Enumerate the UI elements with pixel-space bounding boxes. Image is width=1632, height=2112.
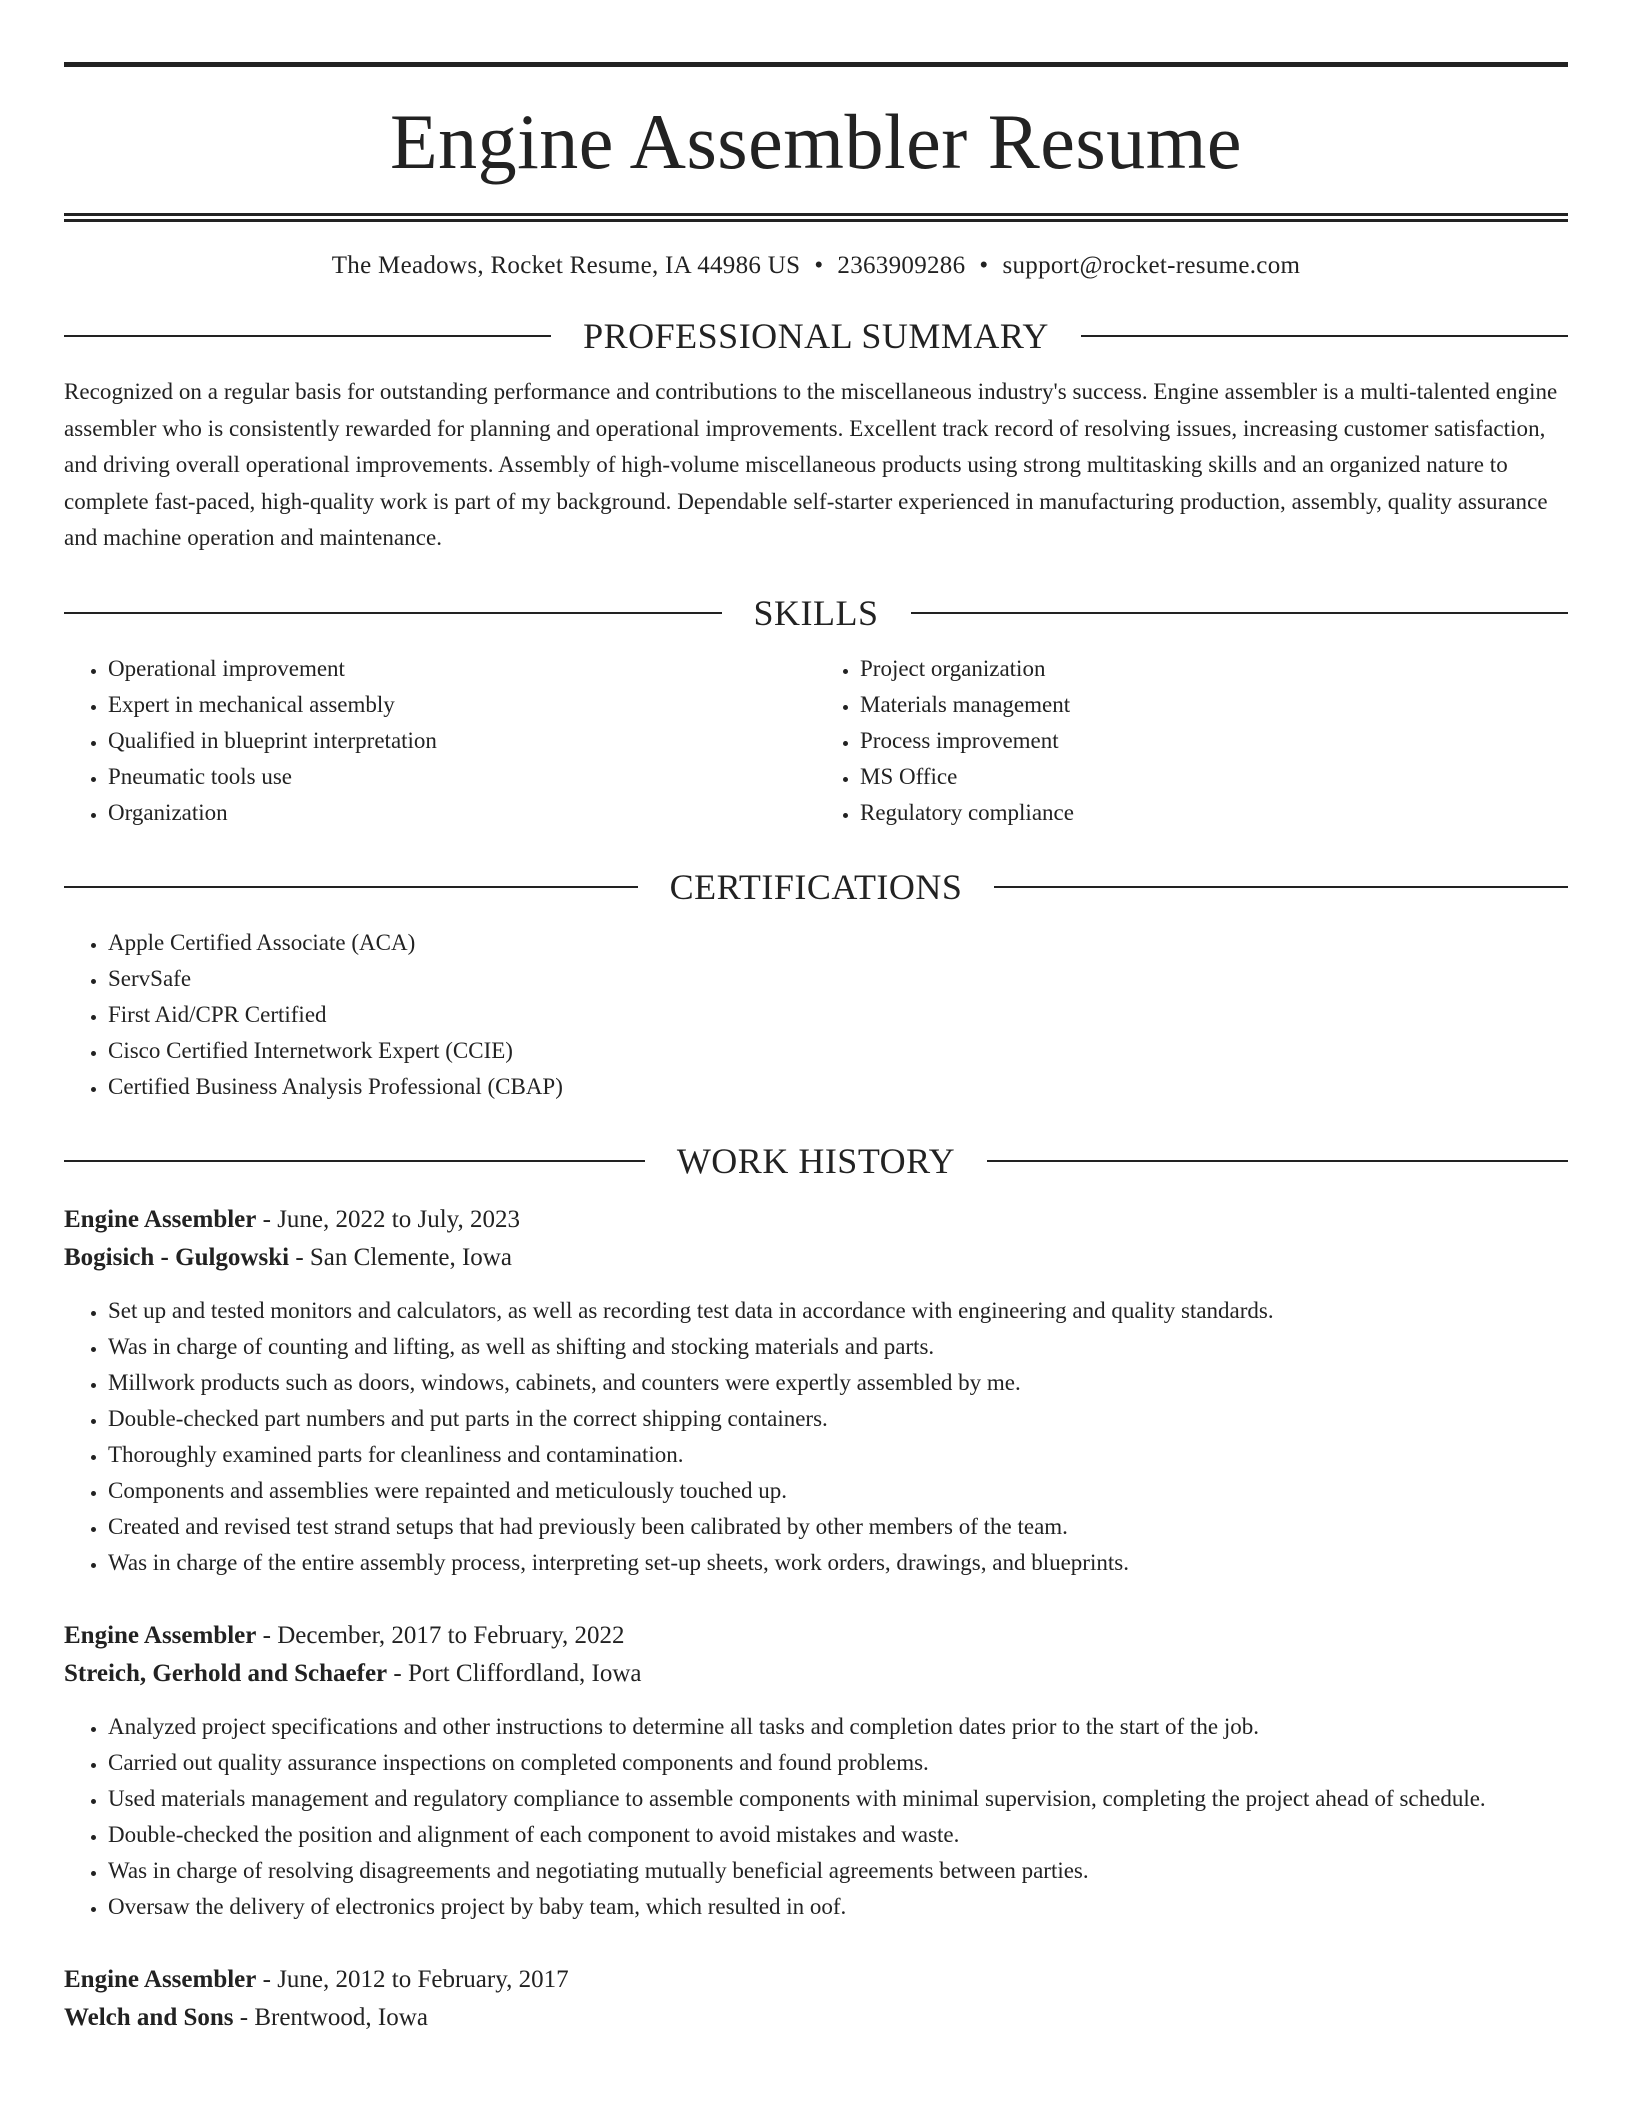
job-entry — [64, 1961, 1568, 2037]
job-bullet: • Components and assemblies were repainted and meticulously touched up. — [108, 1473, 1568, 1509]
section-heading-summary — [64, 318, 1568, 354]
job-bullet: • Thoroughly examined parts for cleanliness and contamination. — [108, 1437, 1568, 1473]
job-bullet: • Was in charge of counting and lifting, as well as shifting and stocking materials and parts. — [108, 1329, 1568, 1365]
job-entry — [64, 1201, 1568, 1581]
skill-item: • Organization — [108, 795, 816, 831]
job-bullet: • Set up and tested monitors and calculators, as well as recording test data in accordance with engineering and quality standards. — [108, 1293, 1568, 1329]
job-dates: - June, 2022 to July, 2023 — [256, 1205, 521, 1233]
section-title: PROFESSIONAL SUMMARY — [583, 316, 1049, 356]
job-bullets — [64, 1293, 1568, 1581]
job-bullet: • Used materials management and regulatory compliance to assemble components with minimal supervision, completing the project ahead of schedule. — [108, 1781, 1568, 1817]
skill-item: • Pneumatic tools use — [108, 759, 816, 795]
contact-address: The Meadows, Rocket Resume, IA 44986 US — [331, 252, 801, 279]
certification-item: • Cisco Certified Internetwork Expert (CCIE) — [108, 1033, 1568, 1069]
certifications-list — [64, 925, 1568, 1105]
job-location: - Brentwood, Iowa — [233, 2003, 428, 2031]
job-company-line — [64, 1239, 1568, 1277]
section-heading-certifications — [64, 866, 1568, 907]
heading-rule — [64, 335, 551, 337]
job-bullet: • Analyzed project specifications and other instructions to determine all tasks and completion dates prior to the start of the job. — [108, 1709, 1568, 1745]
title-double-rule — [64, 213, 1568, 222]
heading-rule — [987, 1160, 1568, 1162]
job-title: Engine Assembler — [64, 1205, 257, 1233]
resume-page — [64, 0, 1568, 2037]
certification-item: • ServSafe — [108, 961, 1568, 997]
job-dates: - June, 2012 to February, 2017 — [256, 1965, 569, 1993]
job-bullet: • Millwork products such as doors, windows, cabinets, and counters were expertly assembled by me. — [108, 1365, 1568, 1401]
job-bullet: • Created and revised test strand setups that had previously been calibrated by other members of the team. — [108, 1509, 1568, 1545]
skills-right-column — [816, 651, 1568, 831]
certification-item: • First Aid/CPR Certified — [108, 997, 1568, 1033]
section-heading-skills — [64, 592, 1568, 633]
job-title-line — [64, 1617, 1568, 1655]
job-title-line — [64, 1961, 1568, 1999]
skill-item: • Project organization — [860, 651, 1568, 687]
job-company: Streich, Gerhold and Schaefer — [64, 1659, 388, 1687]
heading-rule — [64, 886, 638, 888]
job-company-line — [64, 1655, 1568, 1693]
job-company-line — [64, 1999, 1568, 2037]
contact-email[interactable]: support@rocket-resume.com — [1002, 252, 1301, 279]
section-heading-work-history — [64, 1140, 1568, 1181]
skill-item: • Materials management — [860, 687, 1568, 723]
top-rule — [64, 62, 1568, 67]
job-bullet: • Oversaw the delivery of electronics project by baby team, which resulted in oof. — [108, 1889, 1568, 1925]
page-title: Engine Assembler Resume — [389, 98, 1243, 185]
job-bullet: • Double-checked part numbers and put parts in the correct shipping containers. — [108, 1401, 1568, 1437]
job-bullets — [64, 1709, 1568, 1925]
heading-rule — [1081, 335, 1568, 337]
section-title: SKILLS — [753, 592, 879, 633]
job-bullet: • Carried out quality assurance inspections on completed components and found problems. — [108, 1745, 1568, 1781]
job-bullet: • Was in charge of resolving disagreements and negotiating mutually beneficial agreements between parties. — [108, 1853, 1568, 1889]
summary-text: Recognized on a regular basis for outstanding performance and contributions to the miscellaneous industry's success. Engine assembler is a multi-talented engine assembler who is consistently rewarded for planning and operational improvements. Excellent track record of resolving issues, increasing customer satisfaction, and driving overall operational improvements. Assembly of high-volume miscellaneous products using strong multitasking skills and an organized nature to complete fast-paced, high-quality work is part of my background. Dependable self-starter experienced in manufacturing production, assembly, quality assurance and machine operation and maintenance. — [64, 379, 1558, 550]
section-title: CERTIFICATIONS — [669, 866, 963, 907]
job-title-line — [64, 1201, 1568, 1239]
job-bullet: • Double-checked the position and alignment of each component to avoid mistakes and waste. — [108, 1817, 1568, 1853]
skills-list — [64, 651, 1568, 831]
skill-item: • Regulatory compliance — [860, 795, 1568, 831]
certification-item: • Apple Certified Associate (ACA) — [108, 925, 1568, 961]
heading-rule — [994, 886, 1568, 888]
heading-rule — [911, 612, 1569, 614]
contact-line — [64, 252, 1568, 280]
contact-phone: 2363909286 — [837, 252, 966, 279]
job-entry — [64, 1617, 1568, 1925]
skill-item: • Qualified in blueprint interpretation — [108, 723, 816, 759]
job-company: Welch and Sons — [64, 2003, 234, 2031]
skill-item: • Expert in mechanical assembly — [108, 687, 816, 723]
skill-item: • Process improvement — [860, 723, 1568, 759]
job-dates: - December, 2017 to February, 2022 — [256, 1621, 625, 1649]
section-title: WORK HISTORY — [676, 1140, 956, 1181]
job-company: Bogisich - Gulgowski — [64, 1243, 290, 1271]
skill-item: • Operational improvement — [108, 651, 816, 687]
job-location: - Port Cliffordland, Iowa — [387, 1659, 642, 1687]
job-bullet: • Was in charge of the entire assembly process, interpreting set-up sheets, work orders, drawings, and blueprints. — [108, 1545, 1568, 1581]
heading-rule — [64, 612, 722, 614]
certification-item: • Certified Business Analysis Professional (CBAP) — [108, 1069, 1568, 1105]
contact-separator: • — [814, 252, 824, 279]
skill-item: • MS Office — [860, 759, 1568, 795]
job-title: Engine Assembler — [64, 1965, 257, 1993]
heading-rule — [64, 1160, 645, 1162]
job-location: - San Clemente, Iowa — [289, 1243, 512, 1271]
skills-left-column — [64, 651, 816, 831]
contact-separator: • — [979, 252, 989, 279]
job-title: Engine Assembler — [64, 1621, 257, 1649]
